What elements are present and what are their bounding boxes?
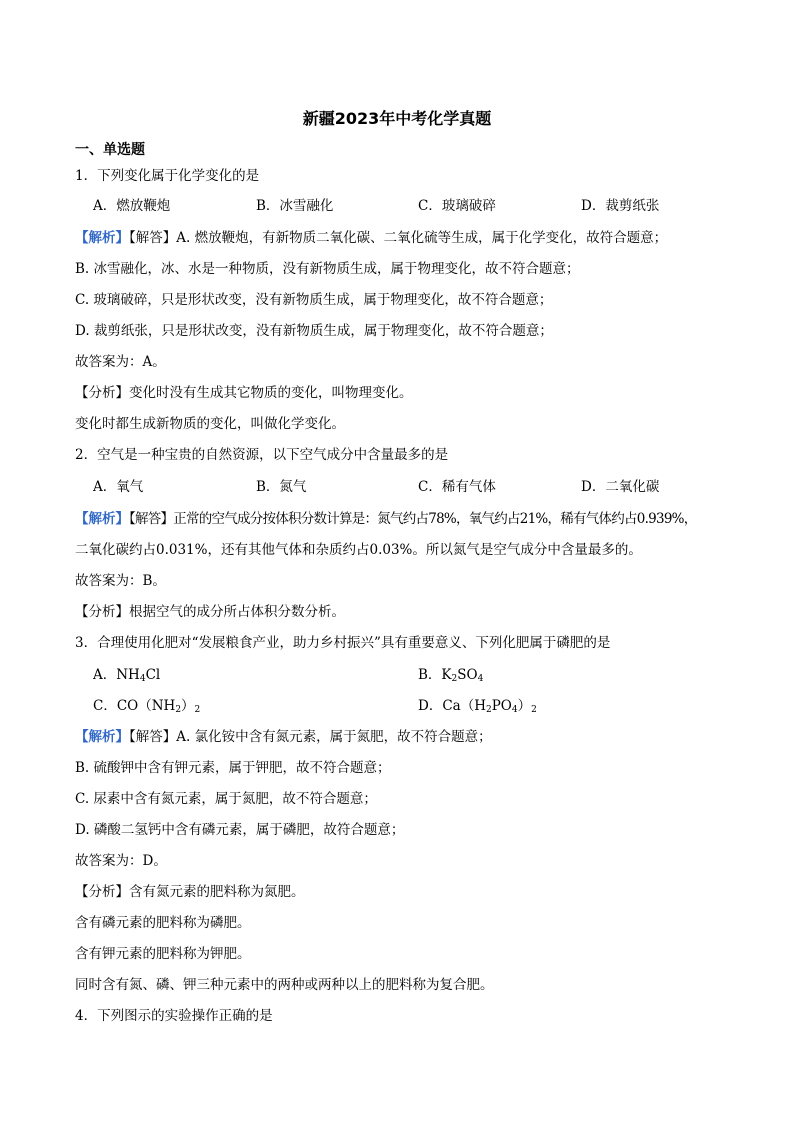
q3-stem: 3．合理使用化肥对“发展粮食产业，助力乡村振兴”具有重要意义、下列化肥属于磷肥的是: [75, 635, 611, 651]
q1-option-a: A．燃放鞭炮: [93, 198, 171, 214]
q2-answer-line-2: 二氧化碳约占0.031%，还有其他气体和杂质约占0.03%。所以氮气是空气成分中含量最多的。: [75, 542, 642, 558]
q3-answer-line-3: C. 尿素中含有氮元素，属于氮肥，故不符合题意；: [75, 791, 377, 807]
q3-analysis-1: 【分析】含有氮元素的肥料称为氮肥。: [75, 884, 305, 900]
q1-answer-line-4: D. 裁剪纸张，只是形状改变，没有新物质生成，属于物理变化，故不符合题意；: [75, 323, 553, 339]
q3-answer-line-2: B. 硫酸钾中含有钾元素，属于钾肥，故不符合题意；: [75, 760, 391, 776]
q1-answer-line-3: C. 玻璃破碎，只是形状改变，没有新物质生成，属于物理变化，故不符合题意；: [75, 292, 553, 308]
q1-analysis-2: 变化时都生成新物质的变化，叫做化学变化。: [75, 416, 345, 432]
q4-stem: 4．下列图示的实验操作正确的是: [75, 1008, 273, 1024]
q2-answer-line-1: 【解析】【解答】正常的空气成分按体积分数计算是：氮气约占78%，氧气约占21%，稀有气体约占0.939%，: [75, 511, 697, 527]
q3-final-answer: 故答案为：D。: [75, 853, 167, 869]
q3-analysis-2: 含有磷元素的肥料称为磷肥。: [75, 915, 251, 931]
jiexi-tag: 【解析】: [75, 511, 129, 527]
q3-analysis-3: 含有钾元素的肥料称为钾肥。: [75, 946, 251, 962]
q3-option-b: B．$K_2SO_4$: [418, 667, 484, 684]
q1-stem: 1．下列变化属于化学变化的是: [75, 168, 260, 184]
q1-answer-line-2: B. 冰雪融化，冰、水是一种物质，没有新物质生成，属于物理变化，故不符合题意；: [75, 261, 580, 277]
q3-option-c: C．$CO(NH_2)_2$: [93, 698, 201, 715]
q1-analysis-1: 【分析】变化时没有生成其它物质的变化，叫物理变化。: [75, 385, 413, 401]
q2-analysis-1: 【分析】根据空气的成分所占体积分数分析。: [75, 604, 345, 620]
q3-answer-line-1: 【解析】【解答】A. 氯化铵中含有氮元素，属于氮肥，故不符合题意；: [75, 729, 492, 745]
q2-option-a: A．氧气: [93, 479, 144, 495]
q3-option-d: D．$Ca(H_2PO_4)_2$: [418, 698, 537, 715]
q2-option-b: B．氮气: [256, 479, 307, 495]
q3-analysis-4: 同时含有氮、磷、钾三种元素中的两种或两种以上的肥料称为复合肥。: [75, 977, 494, 993]
q1-option-b: B．冰雪融化: [256, 198, 334, 214]
q2-option-d: D．二氧化碳: [581, 479, 660, 495]
q2-final-answer: 故答案为：B。: [75, 573, 166, 589]
q3-option-a: A．$NH_4Cl$: [93, 667, 161, 684]
page-title: 新疆2023年中考化学真题: [302, 109, 492, 128]
q2-stem: 2．空气是一种宝贵的自然资源，以下空气成分中含量最多的是: [75, 447, 449, 463]
section-heading: 一、单选题: [75, 142, 145, 158]
q3-answer-line-4: D. 磷酸二氢钙中含有磷元素，属于磷肥，故符合题意；: [75, 822, 405, 838]
q1-option-d: D．裁剪纸张: [581, 198, 660, 214]
jiexi-tag: 【解析】: [75, 729, 129, 745]
q1-final-answer: 故答案为：A。: [75, 354, 166, 370]
jiexi-tag: 【解析】: [75, 230, 129, 246]
q2-option-c: C．稀有气体: [418, 479, 496, 495]
q1-answer-line-1: 【解析】【解答】A. 燃放鞭炮，有新物质二氧化碳、二氧化硫等生成，属于化学变化，故符合题意；: [75, 230, 668, 246]
q1-option-c: C．玻璃破碎: [418, 198, 496, 214]
